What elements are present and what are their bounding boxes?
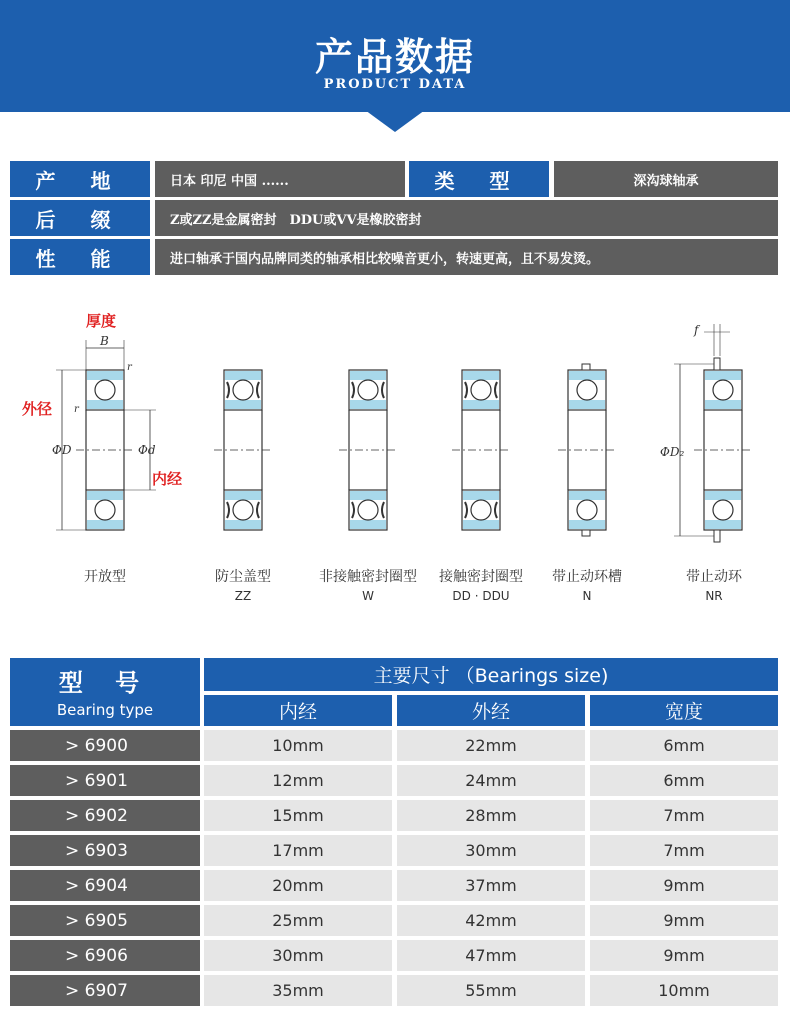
suffix-label: 后 缀 [10, 200, 150, 236]
dim-phi-d-outer: ΦD [52, 443, 72, 457]
table-row: > 6901 12mm 24mm 6mm [10, 765, 778, 796]
origin-value: 日本 印尼 中国 ...... [155, 161, 405, 197]
page-subtitle: PRODUCT DATA [323, 77, 467, 92]
type-label-nr: 带止动环 NR [686, 569, 742, 603]
type-label-zz: 防尘盖型 ZZ [215, 569, 271, 603]
dim-f: f [694, 323, 699, 337]
bearing-diagrams [0, 290, 790, 620]
header-arrow [365, 110, 425, 132]
header-banner [0, 0, 790, 112]
table-row: > 6902 15mm 28mm 7mm [10, 800, 778, 831]
table-row: > 6904 20mm 37mm 9mm [10, 870, 778, 901]
header-main-size: 主要尺寸 （Bearings size) [204, 658, 778, 691]
type-value: 深沟球轴承 [554, 161, 778, 197]
dim-r-side: r [74, 404, 79, 415]
header-inner: 内经 [204, 695, 392, 726]
performance-value: 进口轴承于国内品牌同类的轴承相比较噪音更小，转速更高，且不易发烫。 [155, 239, 778, 275]
type-label-dd: 接触密封圈型 DD · DDU [439, 569, 523, 603]
dim-r-top: r [127, 362, 132, 373]
type-label-n: 带止动环槽 N [552, 569, 622, 603]
dim-phi-d2: ΦD₂ [660, 445, 685, 459]
header-outer: 外经 [397, 695, 585, 726]
bearing-n [558, 370, 616, 530]
table-row: > 6907 35mm 55mm 10mm [10, 975, 778, 1006]
performance-label: 性 能 [10, 239, 150, 275]
table-row: > 6905 25mm 42mm 9mm [10, 905, 778, 936]
dim-b: B [100, 334, 109, 348]
header-width: 宽度 [590, 695, 778, 726]
page-title: 产品数据 [314, 34, 475, 79]
type-label-w: 非接触密封圈型 W [319, 569, 417, 603]
table-row: > 6900 10mm 22mm 6mm [10, 730, 778, 761]
label-thickness: 厚度 [86, 312, 117, 330]
origin-label: 产 地 [10, 161, 150, 197]
info-row-suffix [10, 200, 778, 236]
suffix-value: Z或ZZ是金属密封 DDU或VV是橡胶密封 [155, 200, 778, 236]
bearing-open [76, 370, 134, 530]
info-row-origin [10, 161, 778, 197]
info-row-performance [10, 239, 778, 275]
table-row: > 6906 30mm 47mm 9mm [10, 940, 778, 971]
label-inner-diameter: 内经 [152, 470, 183, 488]
type-label-open: 开放型 [84, 569, 126, 585]
dim-phi-d-inner: Φd [138, 443, 156, 457]
table-row: > 6903 17mm 30mm 7mm [10, 835, 778, 866]
bearing-zz [214, 370, 272, 530]
header-bearing-type: 型 号 Bearing type [10, 658, 200, 726]
bearing-nr [694, 370, 752, 530]
label-outer-diameter: 外径 [22, 400, 53, 418]
type-label: 类 型 [409, 161, 549, 197]
bearing-w [339, 370, 397, 530]
bearing-dd [452, 370, 510, 530]
